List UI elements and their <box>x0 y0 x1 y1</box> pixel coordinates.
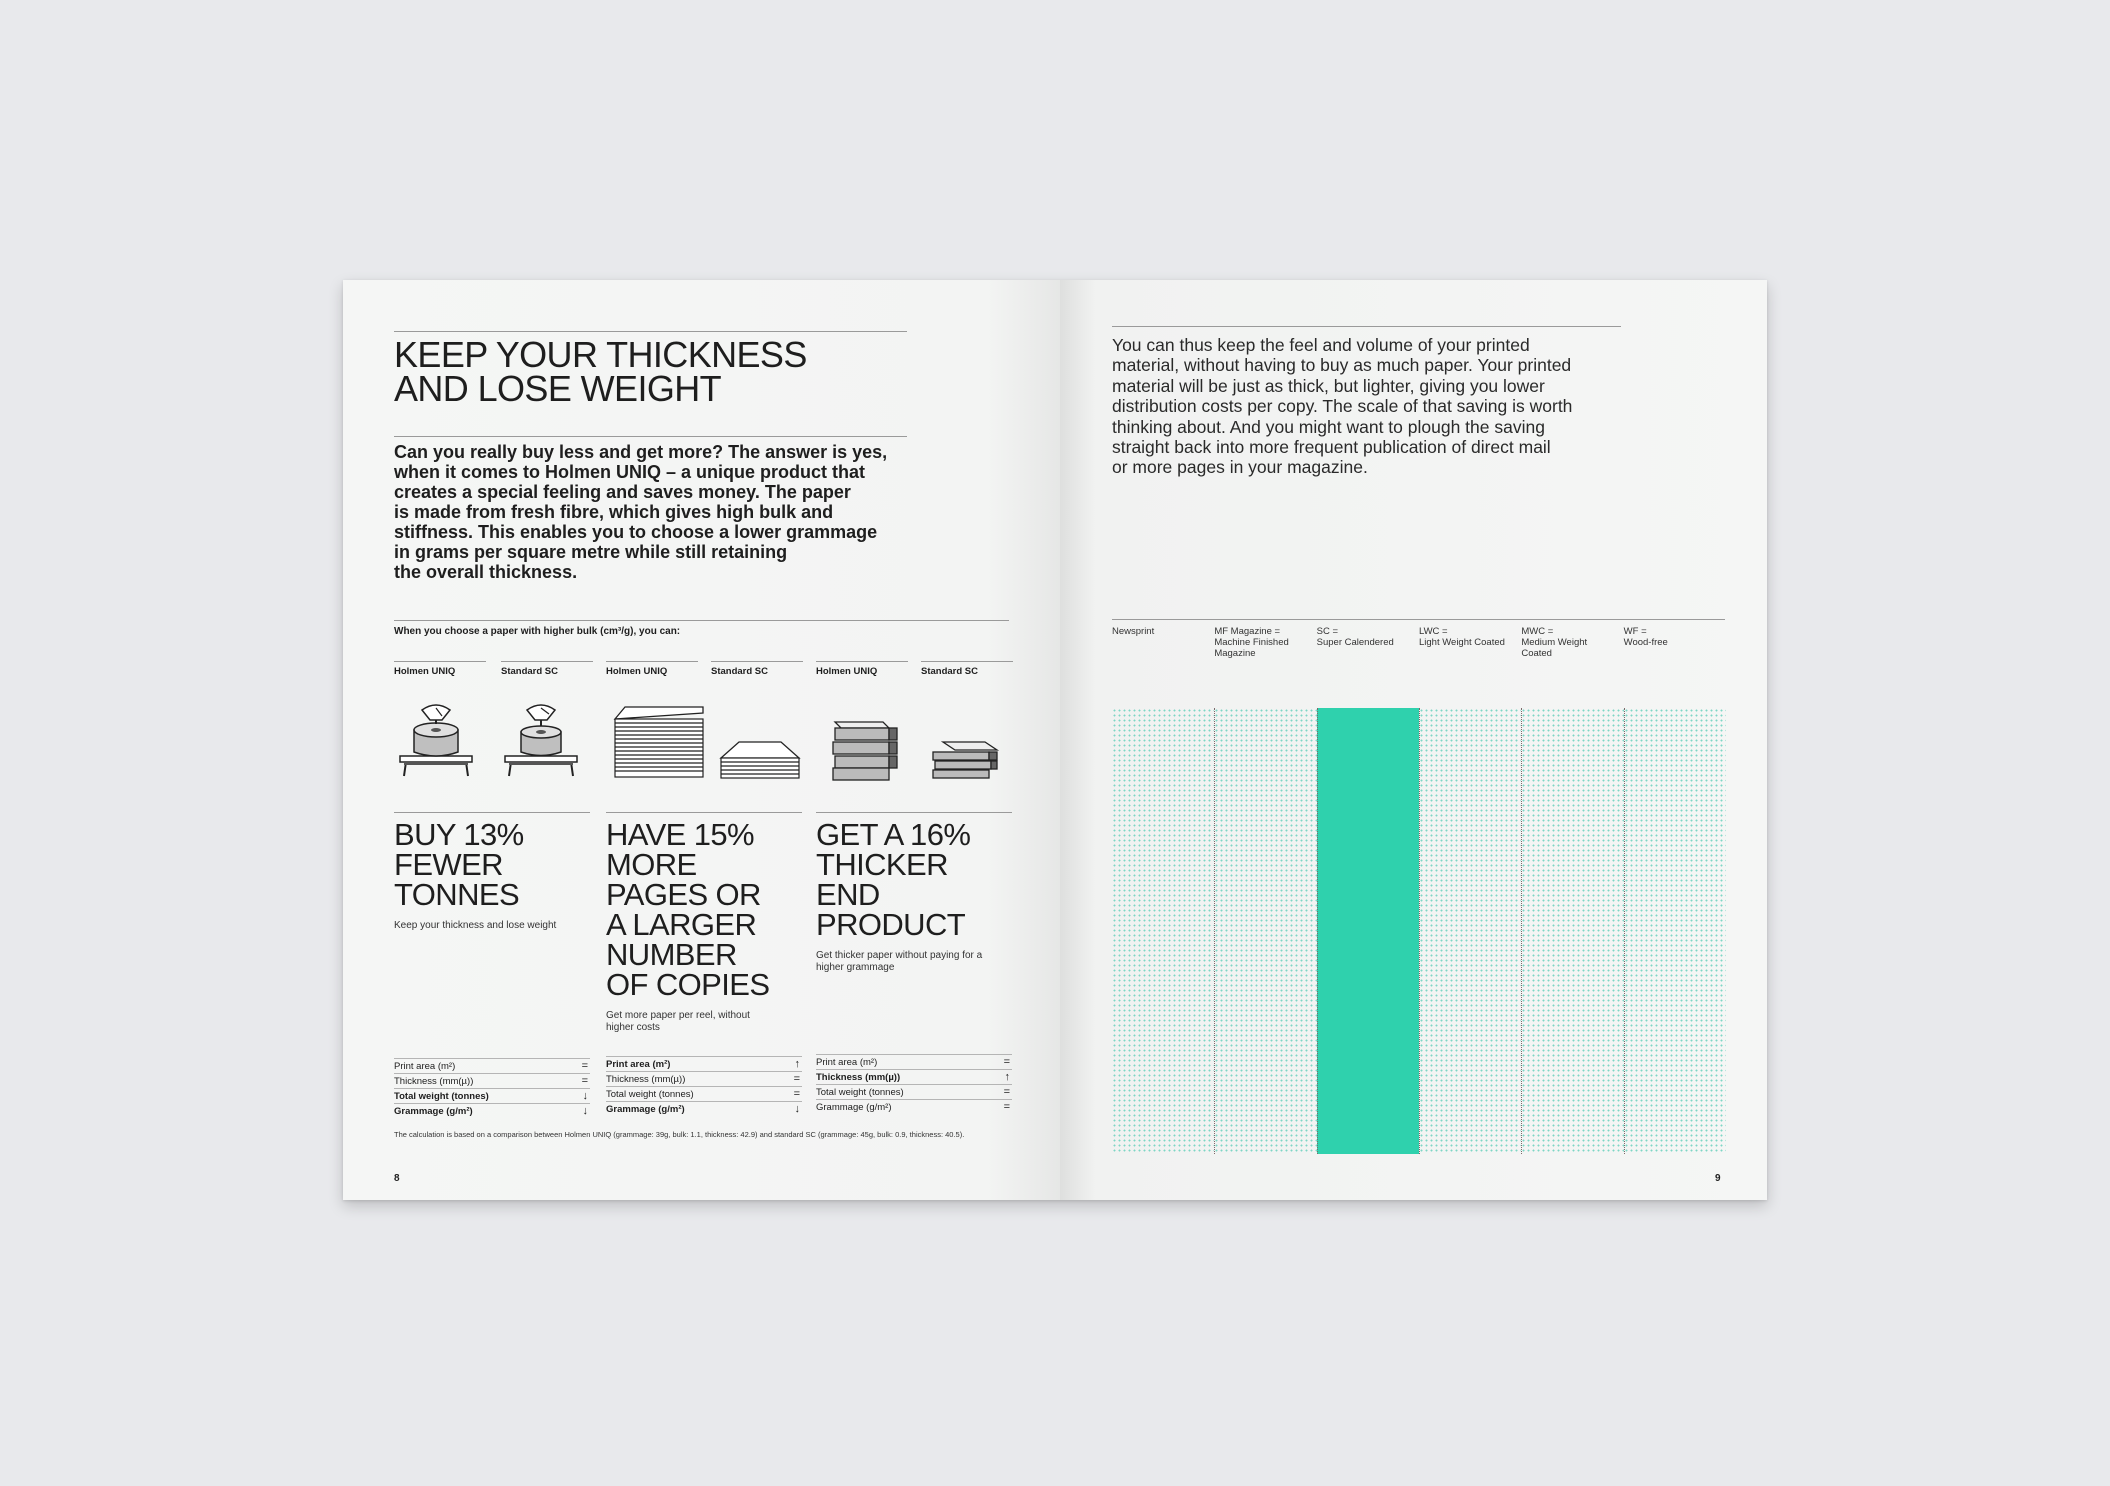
stat-label: Grammage (g/m²) <box>606 1104 685 1115</box>
body-rule <box>1112 326 1621 327</box>
headline-line: A LARGER <box>606 907 757 942</box>
stat-label: Thickness (mm(µ)) <box>606 1074 686 1085</box>
stat-label: Thickness (mm(µ)) <box>816 1072 901 1083</box>
stat-symbol: ↑ <box>794 1058 800 1070</box>
category-line: Machine Finished <box>1214 637 1289 648</box>
column-label-rule <box>501 661 593 662</box>
chart-divider <box>1624 708 1625 1154</box>
headline-line: FEWER <box>394 847 503 882</box>
page-title <box>394 334 807 409</box>
chart-category-label <box>1317 626 1394 648</box>
stat-symbol: = <box>581 1075 588 1087</box>
stat-symbol: = <box>793 1073 800 1085</box>
title-line: AND LOSE WEIGHT <box>394 368 722 409</box>
category-line: Magazine <box>1214 648 1256 659</box>
column-label: Standard SC <box>921 666 979 677</box>
headline-line: HAVE 15% <box>606 817 754 852</box>
headline-line: NUMBER <box>606 937 737 972</box>
brochure-spread <box>343 280 1767 1200</box>
lead-line: Can you really buy less and get more? The answer is yes, <box>394 442 888 462</box>
chart-divider <box>1214 708 1215 1154</box>
category-line: SC = <box>1316 626 1339 637</box>
chart-divider <box>1419 708 1420 1154</box>
body-paragraph <box>1112 335 1572 478</box>
column-label: Holmen UNIQ <box>816 666 878 677</box>
page-number: 8 <box>394 1173 400 1184</box>
caption-line: higher grammage <box>816 962 895 973</box>
benefit-caption <box>394 920 556 932</box>
stat-symbol: ↓ <box>794 1103 800 1115</box>
chart-bar <box>1521 708 1623 1154</box>
footnote: The calculation is based on a comparison between Holmen UNIQ (grammage: 39g, bulk: 1.1, thickness: 42.9) and standard SC (grammage: 45g, bulk: 0.9, thickness: 40.5). <box>394 1130 965 1139</box>
category-line: WF = <box>1623 626 1647 637</box>
title-rule <box>394 331 907 332</box>
stat-symbol: = <box>1003 1056 1010 1068</box>
stat-row <box>394 1058 590 1074</box>
headline-line: THICKER <box>816 847 948 882</box>
category-line: MF Magazine = <box>1214 626 1281 637</box>
category-line: LWC = <box>1419 626 1448 637</box>
headline-line: PAGES OR <box>606 877 761 912</box>
stat-label: Total weight (tonnes) <box>606 1089 694 1100</box>
headline-line: OF COPIES <box>606 967 770 1002</box>
stat-row <box>606 1056 802 1072</box>
lead-line: when it comes to Holmen UNIQ – a unique product that <box>394 462 866 482</box>
column-label: Standard SC <box>501 666 559 677</box>
category-line: Wood-free <box>1623 637 1668 648</box>
column-label-rule <box>816 661 908 662</box>
body-line: distribution costs per copy. The scale of that saving is worth <box>1112 396 1573 417</box>
body-line: You can thus keep the feel and volume of your printed <box>1112 335 1530 355</box>
stat-row <box>394 1088 590 1104</box>
stat-row <box>606 1071 802 1087</box>
column-label: Holmen UNIQ <box>394 666 456 677</box>
column-label-rule <box>606 661 698 662</box>
lead-line: the overall thickness. <box>394 562 578 582</box>
stat-symbol: ↑ <box>1004 1071 1010 1083</box>
stat-label: Thickness (mm(µ)) <box>394 1076 474 1087</box>
body-line: material will be just as thick, but lighter, giving you lower <box>1112 375 1545 396</box>
stat-symbol: = <box>1003 1086 1010 1098</box>
page-number: 9 <box>1715 1173 1721 1184</box>
intro-text: When you choose a paper with higher bulk (cm³/g), you can: <box>394 626 681 637</box>
book-stack-tall-icon <box>823 718 903 782</box>
chart-category-label <box>1112 626 1154 637</box>
chart-category-label <box>1214 626 1288 659</box>
caption-line: higher costs <box>606 1022 660 1033</box>
stat-row <box>816 1099 1012 1115</box>
stat-row <box>816 1084 1012 1100</box>
chart-bar-highlighted <box>1317 708 1419 1154</box>
stat-row <box>816 1054 1012 1070</box>
stat-label: Grammage (g/m²) <box>816 1102 892 1113</box>
stat-symbol: = <box>581 1060 588 1072</box>
chart-category-label <box>1419 626 1505 648</box>
benefit-headline <box>816 817 971 942</box>
category-line: Super Calendered <box>1316 637 1394 648</box>
stat-row <box>394 1103 590 1119</box>
lead-line: stiffness. This enables you to choose a lower grammage <box>394 522 878 542</box>
headline-line: TONNES <box>394 877 520 912</box>
chart-bar <box>1112 708 1214 1154</box>
stat-label: Total weight (tonnes) <box>394 1091 489 1102</box>
scale-reel-icon <box>394 698 478 778</box>
chart-category-label <box>1521 626 1587 659</box>
chart-rule <box>1112 619 1725 620</box>
benefit-caption <box>606 1010 750 1034</box>
chart-category-label <box>1624 626 1668 648</box>
left-page <box>343 280 1060 1200</box>
stat-symbol: ↓ <box>582 1090 588 1102</box>
title-line: KEEP YOUR THICKNESS <box>394 334 807 375</box>
category-line: MWC = <box>1521 626 1554 637</box>
stat-symbol: = <box>793 1088 800 1100</box>
stat-row <box>816 1069 1012 1085</box>
headline-line: GET A 16% <box>816 817 971 852</box>
headline-line: END <box>816 877 880 912</box>
stat-row <box>606 1101 802 1117</box>
right-page <box>1060 280 1767 1200</box>
caption-line: Get more paper per reel, without <box>606 1010 750 1021</box>
body-line: or more pages in your magazine. <box>1112 457 1368 478</box>
headline-line: BUY 13% <box>394 817 524 852</box>
benefit-rule <box>816 812 1012 813</box>
paper-type-chart <box>1112 708 1726 1154</box>
chart-divider <box>1521 708 1522 1154</box>
benefit-rule <box>606 812 802 813</box>
body-line: material, without having to buy as much paper. Your printed <box>1112 355 1572 376</box>
benefit-caption <box>816 950 982 974</box>
lead-paragraph <box>394 442 887 582</box>
lead-line: creates a special feeling and saves money. The paper <box>394 482 851 502</box>
category-line: Coated <box>1521 648 1552 659</box>
headline-line: MORE <box>606 847 697 882</box>
book-stack-short-icon <box>925 740 1005 782</box>
chart-divider <box>1317 708 1318 1154</box>
lead-rule <box>394 436 907 437</box>
column-label-rule <box>394 661 486 662</box>
stat-row <box>606 1086 802 1102</box>
category-line: Newsprint <box>1112 626 1155 637</box>
benefit-rule <box>394 812 590 813</box>
column-label-rule <box>921 661 1013 662</box>
benefit-headline <box>606 817 770 1002</box>
scale-reel-icon <box>499 698 583 778</box>
stat-symbol: = <box>1003 1101 1010 1113</box>
headline-line: PRODUCT <box>816 907 966 942</box>
paper-stack-short-icon <box>717 740 803 782</box>
column-label: Standard SC <box>711 666 769 677</box>
stat-label: Total weight (tonnes) <box>816 1087 904 1098</box>
stat-symbol: ↓ <box>582 1105 588 1117</box>
chart-bar <box>1624 708 1726 1154</box>
benefit-headline <box>394 817 524 912</box>
stat-label: Print area (m²) <box>606 1059 671 1070</box>
category-line: Light Weight Coated <box>1419 637 1505 648</box>
chart-bar <box>1214 708 1316 1154</box>
stat-label: Print area (m²) <box>394 1061 456 1072</box>
paper-stack-tall-icon <box>611 705 707 781</box>
stat-row <box>394 1073 590 1089</box>
chart-bar <box>1419 708 1521 1154</box>
column-label-rule <box>711 661 803 662</box>
stat-label: Grammage (g/m²) <box>394 1106 473 1117</box>
body-line: straight back into more frequent publication of direct mail <box>1112 437 1551 458</box>
lead-line: is made from fresh fibre, which gives high bulk and <box>394 502 834 522</box>
stat-label: Print area (m²) <box>816 1057 878 1068</box>
category-line: Medium Weight <box>1521 637 1588 648</box>
caption-line: Get thicker paper without paying for a <box>816 950 983 961</box>
body-line: thinking about. And you might want to plough the saving <box>1112 416 1545 437</box>
column-label: Holmen UNIQ <box>606 666 668 677</box>
caption-line: Keep your thickness and lose weight <box>394 920 557 931</box>
intro-rule <box>394 620 1009 621</box>
lead-line: in grams per square metre while still retaining <box>394 542 788 562</box>
